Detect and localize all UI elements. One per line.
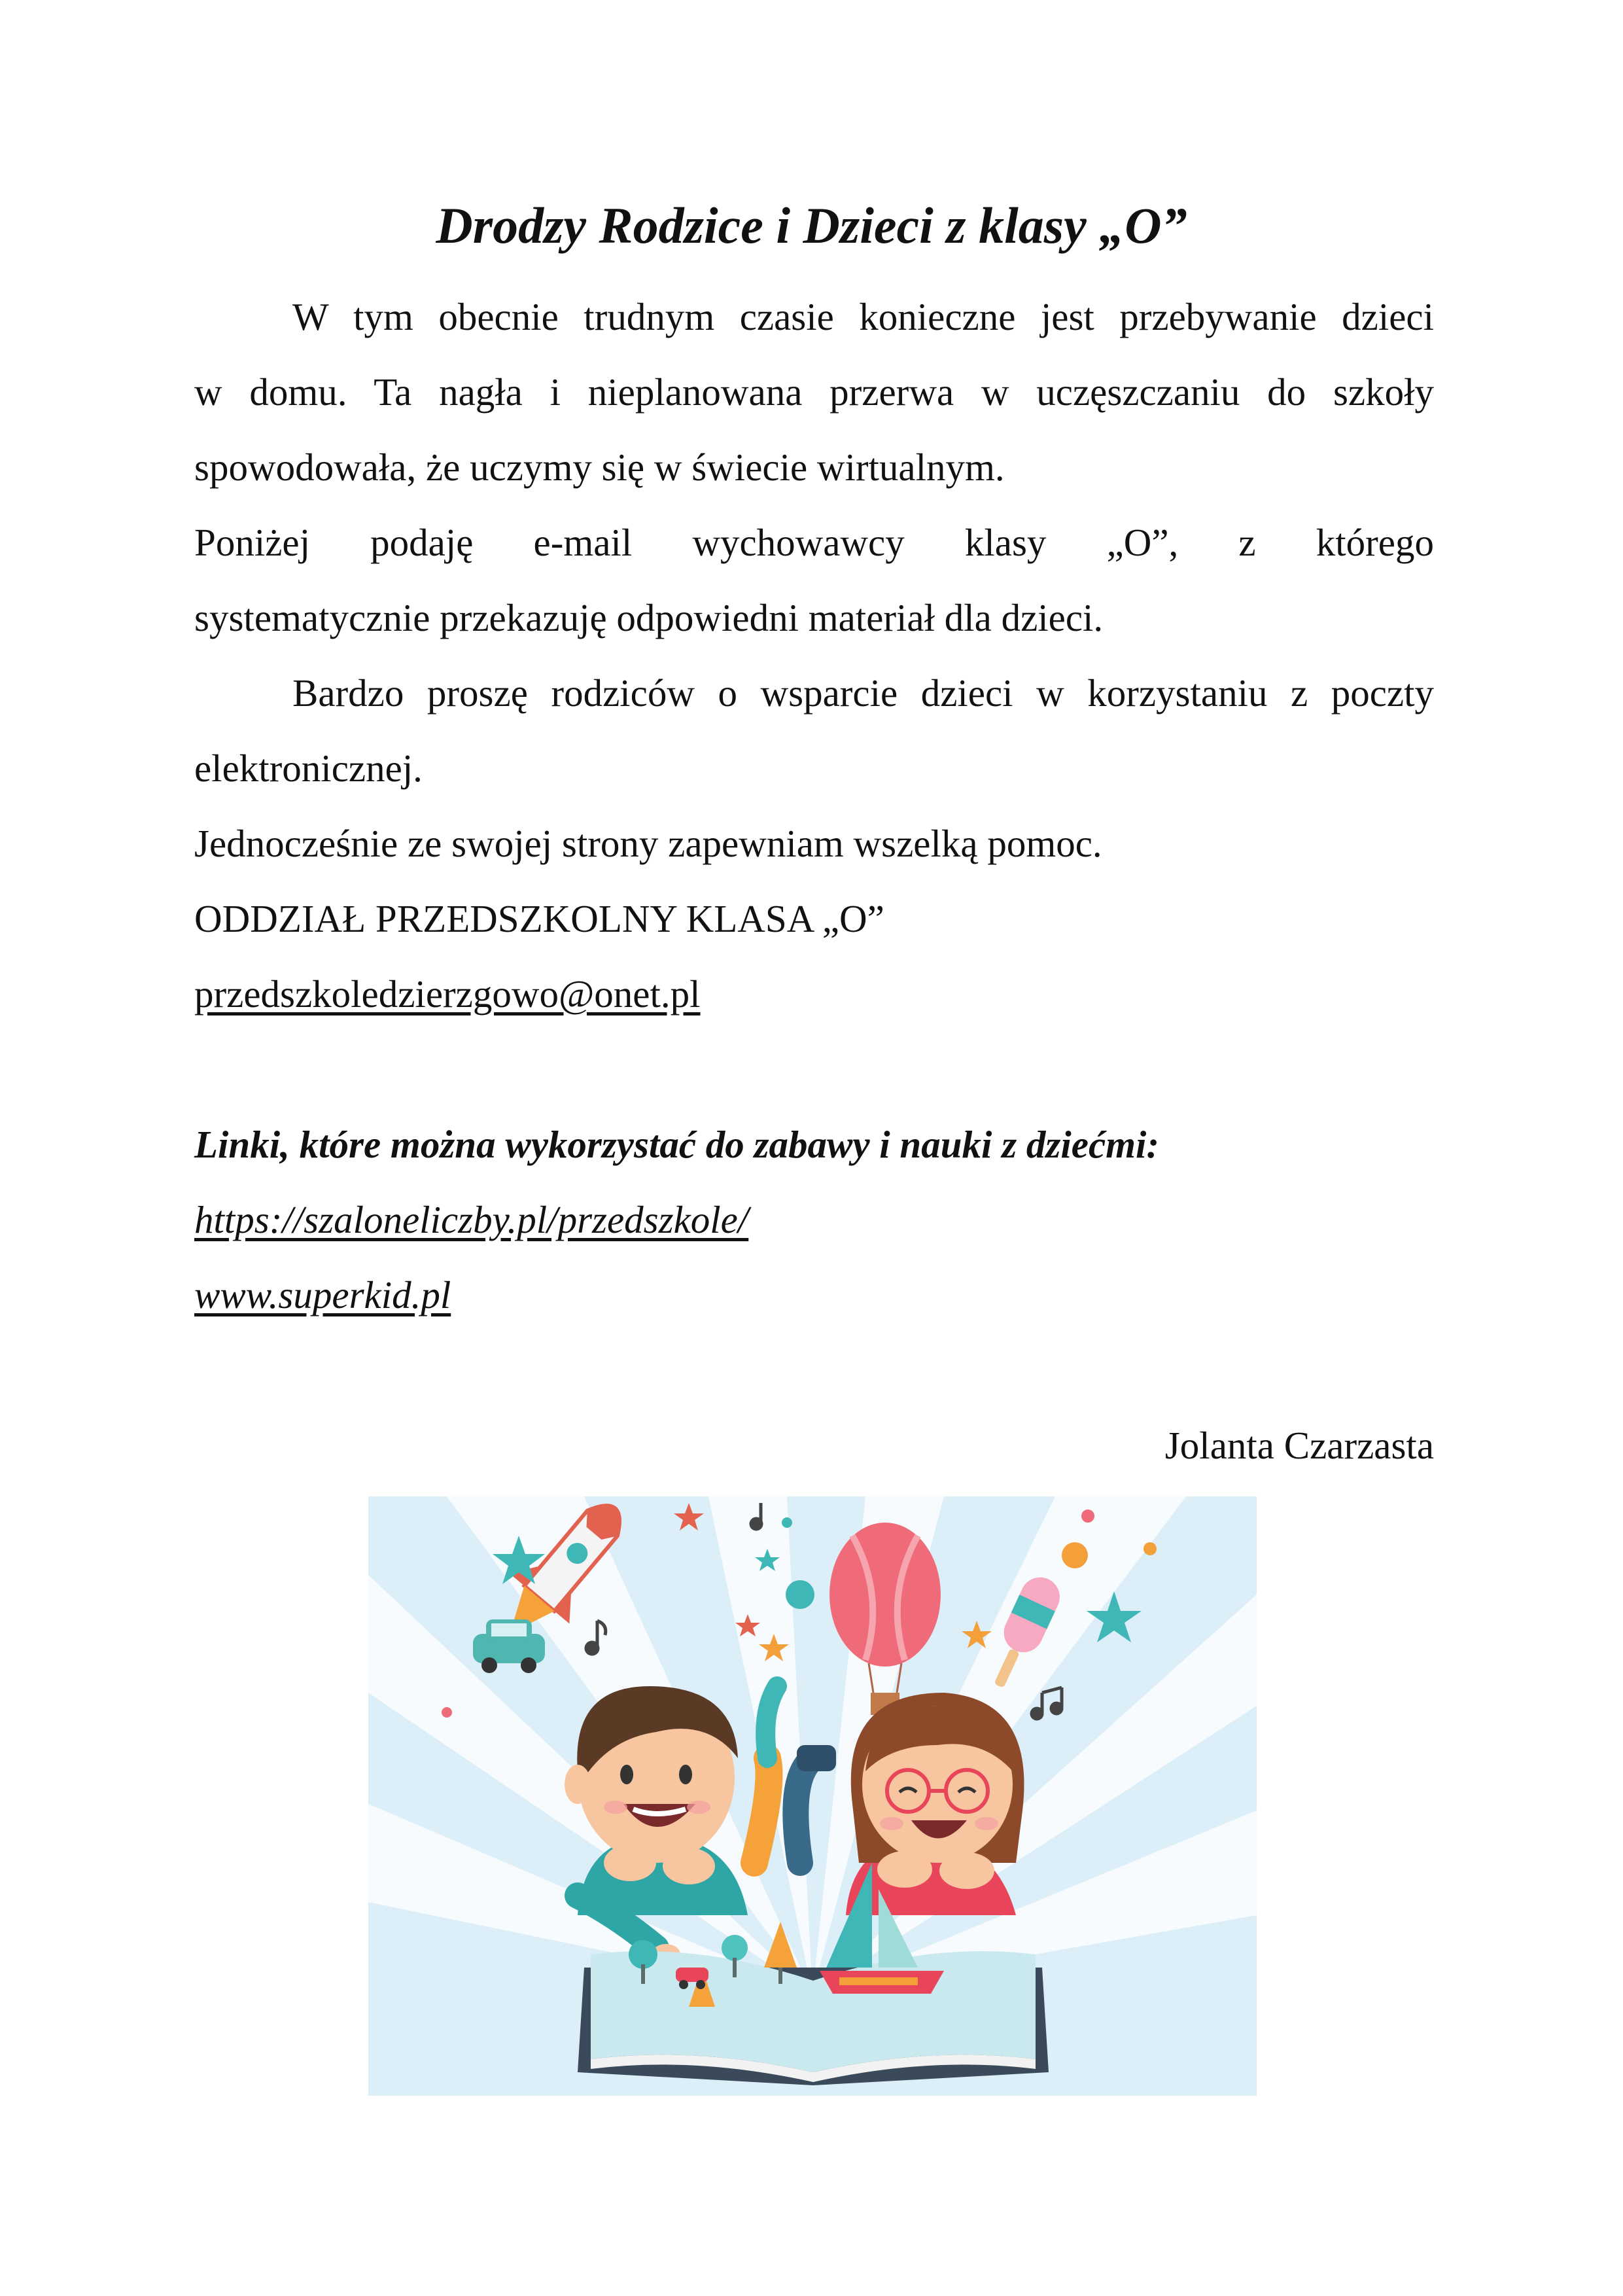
letter-body: [194, 279, 1434, 1483]
paragraph-1-line-1: W tym obecnie trudnym czasie konieczne jest przebywanie dzieci: [292, 295, 1434, 338]
boy-legs: [754, 1686, 777, 1863]
link-superkid[interactable]: www.superkid.pl: [194, 1273, 451, 1316]
paragraph-3-line-2: elektronicznej.: [194, 747, 423, 790]
paragraph-2-line-1: Poniżej podaję e-mail wychowawcy klasy „O”, z którego: [194, 521, 1434, 564]
blank-line: [194, 1333, 1434, 1408]
class-name: ODDZIAŁ PRZEDSZKOLNY KLASA „O”: [194, 897, 884, 940]
blank-line: [194, 1032, 1434, 1107]
page-title: Drodzy Rodzice i Dzieci z klasy „O”: [436, 197, 1187, 254]
paragraph-2-line-2: systematycznie przekazuję odpowiedni materiał dla dzieci.: [194, 596, 1104, 639]
paragraph-1-line-3: spowodowała, że uczymy się w świecie wirtualnym.: [194, 446, 1005, 489]
paragraph-1-line-2: w domu. Ta nagła i nieplanowana przerwa w uczęszczaniu do szkoły: [194, 370, 1434, 414]
link-szaloneliczby[interactable]: https://szaloneliczby.pl/przedszkole/: [194, 1198, 749, 1241]
signature: Jolanta Czarzasta: [1164, 1424, 1434, 1467]
children-reading-book-illustration: [368, 1496, 1257, 2096]
links-heading: Linki, które można wykorzystać do zabawy i nauki z dziećmi:: [194, 1123, 1160, 1166]
girl-character: [846, 1693, 1024, 1915]
paragraph-4: Jednocześnie ze swojej strony zapewniam wszelką pomoc.: [194, 822, 1102, 865]
teacher-email-link[interactable]: przedszkoledzierzgowo@onet.pl: [194, 972, 701, 1016]
paragraph-3-line-1: Bardzo proszę rodziców o wsparcie dzieci w korzystaniu z poczty: [292, 671, 1434, 715]
